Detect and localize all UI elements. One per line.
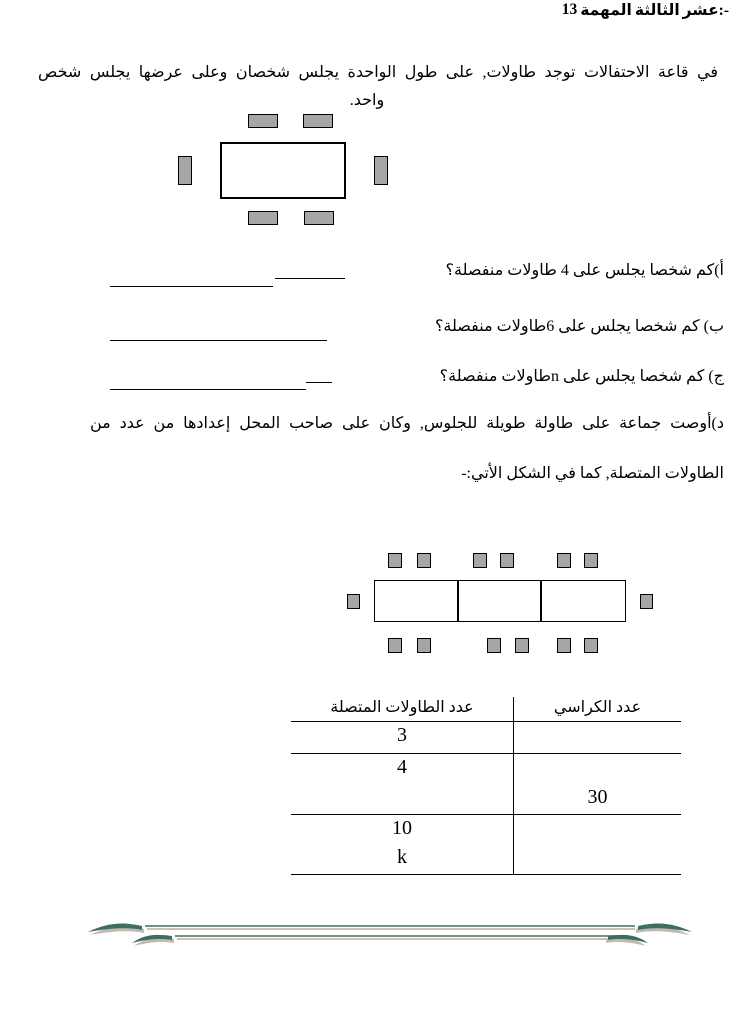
decorative-divider-icon: [50, 919, 710, 953]
cell-tables-2: [291, 784, 513, 814]
cell-tables-0: 3: [397, 724, 407, 746]
chair: [388, 553, 402, 568]
table-row: [291, 784, 681, 815]
col-header-tables: عدد الطاولات المتصلة: [330, 699, 474, 716]
seating-table: [291, 697, 681, 875]
table-row: [291, 815, 681, 844]
chair: [417, 553, 431, 568]
part-d-line-2: الطاولات المتصلة, كما في الشكل الأتي:-: [461, 465, 724, 482]
chair: [473, 553, 487, 568]
chair: [584, 638, 598, 653]
chair: [304, 211, 334, 225]
chair: [640, 594, 653, 609]
chair: [515, 638, 529, 653]
cell-chairs-2: 30: [513, 784, 681, 814]
chair: [374, 156, 388, 185]
cell-tables-1: 4: [397, 756, 407, 778]
chair: [347, 594, 360, 609]
cell-chairs-1: [513, 754, 681, 784]
cell-chairs-4: [513, 844, 681, 874]
table-row: [291, 844, 681, 875]
cell-chairs-3: [513, 815, 681, 844]
answer-blank-b: [110, 324, 327, 341]
question-b: ب) كم شخصا يجلس على 6طاولات منفصلة؟: [434, 318, 724, 335]
chair: [248, 114, 278, 128]
task-number: 13: [561, 1, 578, 18]
intro-line-1: في قاعة الاحتفالات توجد طاولات, على طول الواحدة يجلس شخصان وعلى عرضها يجلس شخص: [38, 64, 718, 81]
chair: [557, 638, 571, 653]
question-a: أ)كم شخصا يجلس على 4 طاولات منفصلة؟: [445, 262, 724, 279]
table: [220, 142, 346, 199]
answer-blank-a-2: [110, 270, 273, 287]
chair: [178, 156, 192, 185]
part-d-line-1: د)أوصت جماعة على طاولة طويلة للجلوس, وكان على صاحب المحل إعدادها من عدد من: [90, 415, 724, 432]
chair: [303, 114, 333, 128]
page-title: 13 المهمة الثالثة عشر:-: [561, 1, 729, 19]
table-divider: [540, 581, 542, 621]
chair: [584, 553, 598, 568]
table-row: [291, 722, 681, 754]
chair: [417, 638, 431, 653]
table-header-row: [291, 697, 681, 722]
chair: [388, 638, 402, 653]
chair: [487, 638, 501, 653]
table-divider: [457, 581, 459, 621]
answer-blank-c-2: [110, 373, 306, 390]
connected-tables: [374, 580, 626, 622]
answer-blank-c-1: [306, 366, 332, 383]
table-row: [291, 754, 681, 784]
answer-blank-a-1: [275, 262, 345, 279]
question-c: ج) كم شخصا يجلس على nطاولات منفصلة؟: [439, 368, 724, 385]
cell-tables-3: 10: [392, 817, 412, 839]
chair: [500, 553, 514, 568]
chair: [557, 553, 571, 568]
cell-tables-4: k: [397, 846, 407, 868]
col-header-chairs: عدد الكراسي: [513, 697, 681, 721]
chair: [248, 211, 278, 225]
cell-chairs-0: [513, 722, 681, 753]
intro-line-2: واحد.: [349, 92, 385, 109]
